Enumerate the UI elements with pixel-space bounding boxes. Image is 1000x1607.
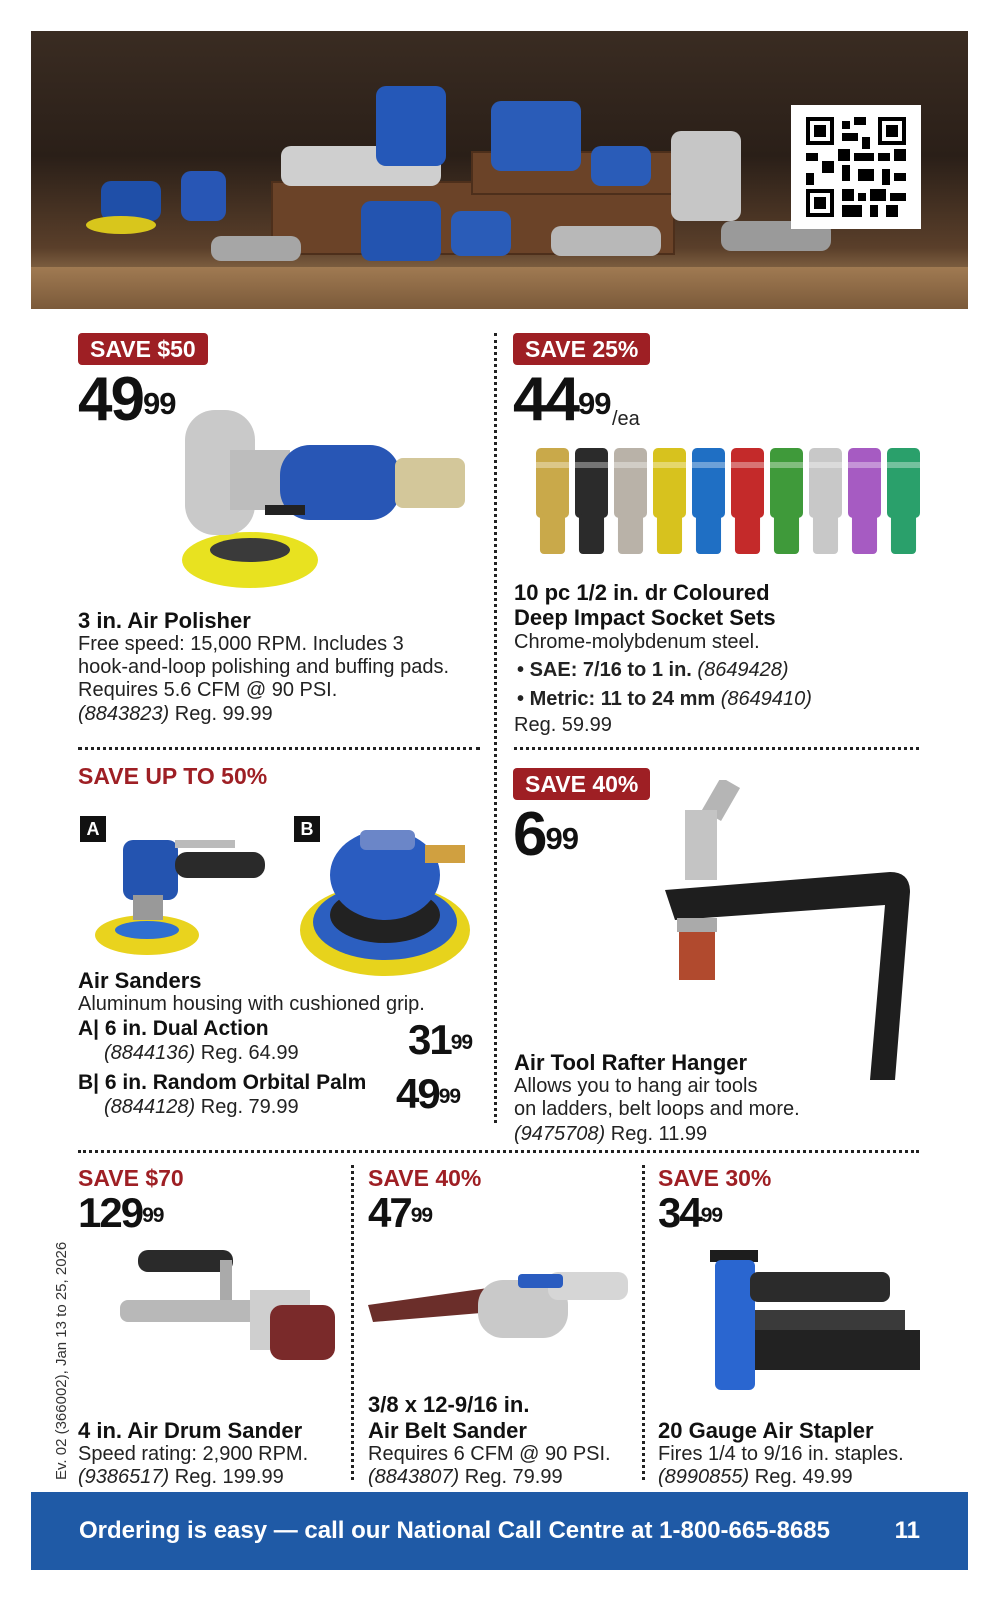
- socket-icon: [887, 448, 920, 554]
- product-desc: on ladders, belt loops and more.: [514, 1098, 800, 1120]
- product-sku: (8844136): [104, 1042, 196, 1064]
- row-divider: [78, 1150, 919, 1153]
- bullet-item: • SAE: 7/16 to 1 in. (8649428): [517, 659, 789, 681]
- price-cents: 99: [545, 820, 578, 856]
- product-sku-line: [104, 1042, 299, 1065]
- option-prefix: B|: [78, 1071, 100, 1094]
- socket-set-image: [533, 448, 923, 558]
- product-title: 3/8 x 12-9/16 in.: [368, 1392, 530, 1417]
- socket-icon: [614, 448, 647, 554]
- drum-sander-image: [120, 1250, 340, 1370]
- price-cents: 99: [142, 1203, 164, 1227]
- option-a-name: [78, 1016, 269, 1041]
- belt-sander-image: [368, 1260, 633, 1360]
- regular-price: Reg. 49.99: [754, 1466, 853, 1488]
- price: [513, 800, 578, 869]
- socket-icon: [848, 448, 881, 554]
- price: [396, 1072, 460, 1116]
- per-unit: /ea: [612, 408, 640, 430]
- product-sku: (9475708): [514, 1123, 606, 1145]
- air-tool-icon: [211, 236, 301, 261]
- row-divider: [78, 747, 480, 750]
- price-whole: 49: [78, 365, 143, 434]
- product-desc: Free speed: 15,000 RPM. Includes 3: [78, 633, 404, 655]
- option-name: 6 in. Random Orbital Palm: [104, 1071, 367, 1094]
- option-label-b: B: [294, 816, 320, 842]
- socket-icon: [809, 448, 842, 554]
- air-nailer-icon: [376, 86, 446, 166]
- product-sku-line: [514, 1123, 707, 1146]
- page-number: 11: [894, 1517, 920, 1544]
- column-divider: [494, 333, 497, 1123]
- qr-code-graphic: [806, 117, 906, 217]
- regular-price: Reg. 199.99: [174, 1466, 284, 1488]
- price: [78, 365, 176, 434]
- workbench: [31, 267, 968, 309]
- product-sku-line: [368, 1466, 563, 1489]
- product-desc: Requires 6 CFM @ 90 PSI.: [368, 1443, 611, 1465]
- product-sku-line: [78, 703, 273, 726]
- bullet-label: Metric: 11 to 24 mm: [529, 688, 716, 710]
- bullet-label: SAE: 7/16 to 1 in.: [529, 659, 692, 681]
- spray-gun-icon: [671, 131, 741, 221]
- product-sku-line: [104, 1096, 299, 1119]
- air-tool-icon: [591, 146, 651, 186]
- price-cents: 99: [410, 1203, 433, 1227]
- socket-icon: [575, 448, 608, 554]
- product-sku: (8990855): [658, 1466, 750, 1488]
- option-name: 6 in. Dual Action: [104, 1017, 269, 1040]
- product-desc: Fires 1/4 to 9/16 in. staples.: [658, 1443, 904, 1465]
- air-tool-icon: [451, 211, 511, 256]
- product-sku: (8649428): [697, 659, 789, 681]
- product-sku: (8649410): [720, 688, 812, 710]
- product-sku: (8843807): [368, 1466, 460, 1488]
- air-tool-icon: [181, 171, 226, 221]
- price: [78, 1190, 163, 1236]
- price-cents: 99: [450, 1030, 473, 1054]
- option-label-a: A: [80, 816, 106, 842]
- price-whole: 34: [658, 1189, 701, 1236]
- socket-icon: [653, 448, 686, 554]
- save-badge: SAVE 40%: [368, 1165, 482, 1191]
- product-desc: Speed rating: 2,900 RPM.: [78, 1443, 309, 1465]
- product-desc: Aluminum housing with cushioned grip.: [78, 993, 425, 1015]
- product-title: Air Sanders: [78, 968, 202, 993]
- price: [368, 1190, 432, 1236]
- hero-tools-photo: [31, 31, 968, 309]
- price-cents: 99: [577, 385, 611, 421]
- product-title: Deep Impact Socket Sets: [514, 605, 776, 630]
- product-sku-line: [78, 1466, 284, 1489]
- product-title: 3 in. Air Polisher: [78, 608, 251, 633]
- dual-action-sander-image: [95, 830, 275, 960]
- option-b-name: [78, 1070, 366, 1095]
- price: [513, 365, 611, 434]
- qr-code-icon[interactable]: [791, 105, 921, 229]
- bullet-item: • Metric: 11 to 24 mm (8649410): [517, 688, 812, 710]
- air-tool-icon: [551, 226, 661, 256]
- footer-bar: [31, 1492, 968, 1570]
- product-sku: (9386517): [78, 1466, 170, 1488]
- price: [658, 1190, 722, 1236]
- column-divider: [351, 1165, 354, 1480]
- save-badge: SAVE UP TO 50%: [78, 763, 268, 789]
- socket-icon: [692, 448, 725, 554]
- row-divider: [514, 747, 919, 750]
- socket-icon: [731, 448, 764, 554]
- column-divider: [642, 1165, 645, 1480]
- price: [408, 1018, 472, 1062]
- save-badge: SAVE $50: [78, 333, 208, 365]
- price-whole: 44: [513, 365, 578, 434]
- air-tool-icon: [101, 181, 161, 221]
- product-desc: Requires 5.6 CFM @ 90 PSI.: [78, 679, 338, 701]
- product-sku: (8843823): [78, 703, 170, 725]
- save-badge: SAVE $70: [78, 1165, 184, 1191]
- save-badge: SAVE 25%: [513, 333, 650, 365]
- product-title: 10 pc 1/2 in. dr Coloured: [514, 580, 770, 605]
- price-whole: 47: [368, 1189, 411, 1236]
- regular-price: Reg. 59.99: [514, 714, 612, 736]
- call-centre-text: Ordering is easy — call our National Call Centre at 1-800-665-8685: [79, 1517, 830, 1544]
- product-title: Air Tool Rafter Hanger: [514, 1050, 748, 1075]
- price-cents: 99: [142, 385, 176, 421]
- air-stapler-image: [710, 1250, 930, 1400]
- option-prefix: A|: [78, 1017, 100, 1040]
- air-polisher-image: [170, 410, 490, 600]
- regular-price: Reg. 99.99: [174, 703, 273, 725]
- price-whole: 49: [396, 1070, 439, 1117]
- edition-note: Ev. 02 (366002), Jan 13 to 25, 2026: [53, 1241, 70, 1480]
- product-desc: hook-and-loop polishing and buffing pads.: [78, 656, 450, 678]
- product-desc: Chrome-molybdenum steel.: [514, 631, 760, 653]
- price-whole: 31: [408, 1016, 451, 1063]
- save-badge: SAVE 30%: [658, 1165, 772, 1191]
- product-sku-line: [658, 1466, 853, 1489]
- price-whole: 129: [78, 1189, 143, 1236]
- regular-price: Reg. 11.99: [610, 1123, 708, 1145]
- product-title: Air Belt Sander: [368, 1418, 527, 1443]
- price-whole: 6: [513, 800, 546, 869]
- product-desc: Allows you to hang air tools: [514, 1075, 758, 1097]
- save-badge: SAVE 40%: [513, 768, 650, 800]
- regular-price: Reg. 79.99: [200, 1096, 299, 1118]
- random-orbital-sander-image: [300, 820, 480, 980]
- regular-price: Reg. 79.99: [464, 1466, 563, 1488]
- socket-icon: [770, 448, 803, 554]
- air-tool-icon: [491, 101, 581, 171]
- regular-price: Reg. 64.99: [200, 1042, 299, 1064]
- product-sku: (8844128): [104, 1096, 196, 1118]
- product-title: 4 in. Air Drum Sander: [78, 1418, 303, 1443]
- socket-icon: [536, 448, 569, 554]
- price-cents: 99: [700, 1203, 723, 1227]
- air-tool-icon: [361, 201, 441, 261]
- sanding-pad-icon: [86, 216, 156, 234]
- price-cents: 99: [438, 1084, 461, 1108]
- product-title: 20 Gauge Air Stapler: [658, 1418, 874, 1443]
